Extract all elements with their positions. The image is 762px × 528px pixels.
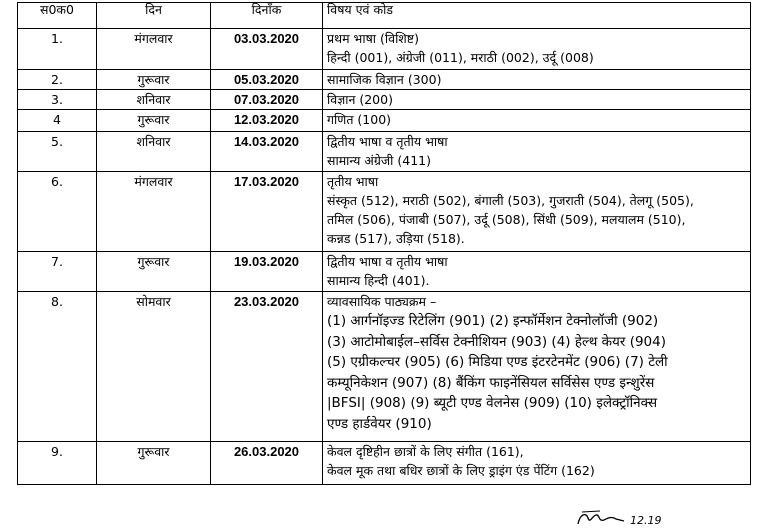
row-serial: 8. bbox=[18, 292, 97, 442]
table-row bbox=[18, 29, 751, 70]
subject-line: |BFSI| (908) (9) ब्यूटी एण्ड वेलनेस (909) (10) इलेक्ट्रॉनिक्स bbox=[327, 395, 658, 411]
subject-line: व्यावसायिक पाठ्यक्रम – bbox=[327, 294, 437, 309]
row-day: मंगलवार bbox=[97, 29, 211, 70]
subject-line: द्वितीय भाषा व तृतीय भाषा bbox=[327, 134, 448, 149]
row-serial: 1. bbox=[18, 29, 97, 70]
subject-line: संस्कृत (512), मराठी (502), बंगाली (503), गुजराती (504), तेलगू (505), bbox=[327, 193, 694, 208]
row-day: गुरूवार bbox=[97, 70, 211, 90]
row-date: 05.03.2020 bbox=[211, 70, 323, 90]
subject-line: प्रथम भाषा (विशिष्ट) bbox=[327, 31, 419, 46]
subject-line: विज्ञान (200) bbox=[327, 92, 393, 107]
row-subject bbox=[323, 70, 751, 90]
subject-line: सामाजिक विज्ञान (300) bbox=[327, 72, 442, 87]
row-serial: 4 bbox=[18, 110, 97, 132]
row-day: गुरूवार bbox=[97, 252, 211, 292]
row-day: सोमवार bbox=[97, 292, 211, 442]
subject-line: एण्ड हार्डवेयर (910) bbox=[327, 415, 432, 432]
subject-line: सामान्य हिन्दी (401). bbox=[327, 273, 430, 288]
subject-line: तृतीय भाषा bbox=[327, 174, 379, 189]
row-subject bbox=[323, 132, 751, 172]
subject-line: द्वितीय भाषा व तृतीय भाषा bbox=[327, 254, 448, 269]
row-day: शनिवार bbox=[97, 90, 211, 110]
row-date: 07.03.2020 bbox=[211, 90, 323, 110]
table-row bbox=[18, 70, 751, 90]
row-subject bbox=[323, 172, 751, 252]
subject-line: सामान्य अंग्रेजी (411) bbox=[327, 153, 432, 168]
subject-line: (3) आटोमोबाईल–सर्विस टेक्नीशियन (903) (4) हेल्थ केयर (904) bbox=[327, 333, 666, 350]
subject-line: कम्यूनिकेशन (907) (8) बैंकिंग फाइनेंसियल सर्विसेस एण्ड इन्शुरेंस bbox=[327, 374, 655, 391]
row-day: शनिवार bbox=[97, 132, 211, 172]
row-serial: 5. bbox=[18, 132, 97, 172]
header-serial: स0क0 bbox=[18, 3, 97, 29]
row-date: 23.03.2020 bbox=[211, 292, 323, 442]
row-date: 17.03.2020 bbox=[211, 172, 323, 252]
row-serial: 6. bbox=[18, 172, 97, 252]
table-row bbox=[18, 90, 751, 110]
table-row bbox=[18, 172, 751, 252]
header-day: दिन bbox=[97, 3, 211, 29]
row-subject bbox=[323, 90, 751, 110]
signature-date: 12.19 bbox=[630, 514, 662, 527]
row-day: गुरूवार bbox=[97, 442, 211, 485]
signature bbox=[574, 506, 684, 528]
row-serial: 2. bbox=[18, 70, 97, 90]
row-day: मंगलवार bbox=[97, 172, 211, 252]
row-serial: 3. bbox=[18, 90, 97, 110]
table-header-row bbox=[18, 3, 751, 29]
exam-schedule-table bbox=[17, 2, 751, 485]
row-date: 12.03.2020 bbox=[211, 110, 323, 132]
subject-line: हिन्दी (001), अंग्रेजी (011), मराठी (002), उर्दू (008) bbox=[327, 50, 594, 65]
row-date: 26.03.2020 bbox=[211, 442, 323, 485]
row-day: गुरूवार bbox=[97, 110, 211, 132]
row-serial: 9. bbox=[18, 442, 97, 485]
subject-line: तमिल (506), पंजाबी (507), उर्दू (508), सिंधी (509), मलयालम (510), bbox=[327, 212, 686, 227]
row-subject bbox=[323, 442, 751, 485]
subject-line: गणित (100) bbox=[327, 112, 392, 127]
subject-line: कन्नड (517), उड़िया (518). bbox=[327, 231, 465, 246]
row-subject bbox=[323, 29, 751, 70]
row-date: 19.03.2020 bbox=[211, 252, 323, 292]
subject-line: केवल दृष्टिहीन छात्रों के लिए संगीत (161), bbox=[327, 444, 524, 459]
table-row bbox=[18, 110, 751, 132]
header-subject: विषय एवं कोड bbox=[323, 3, 751, 29]
table-row bbox=[18, 292, 751, 442]
row-serial: 7. bbox=[18, 252, 97, 292]
row-date: 03.03.2020 bbox=[211, 29, 323, 70]
subject-line: (5) एग्रीकल्चर (905) (6) मिडिया एण्ड इंटरटेनमेंट (906) (7) टेली bbox=[327, 354, 668, 370]
row-subject bbox=[323, 252, 751, 292]
subject-line: केवल मूक तथा बधिर छात्रों के लिए ड्राइंग एंड पेंटिंग (162) bbox=[327, 463, 595, 478]
row-subject bbox=[323, 292, 751, 442]
header-date: दिनाँक bbox=[211, 3, 323, 29]
subject-line: (1) आर्गनॉइज्ड रिटेलिंग (901) (2) इन्फॉर्मेशन टेक्नोलॉजी (902) bbox=[327, 313, 659, 329]
row-subject bbox=[323, 110, 751, 132]
row-date: 14.03.2020 bbox=[211, 132, 323, 172]
table-row bbox=[18, 252, 751, 292]
table-row bbox=[18, 442, 751, 485]
table-row bbox=[18, 132, 751, 172]
